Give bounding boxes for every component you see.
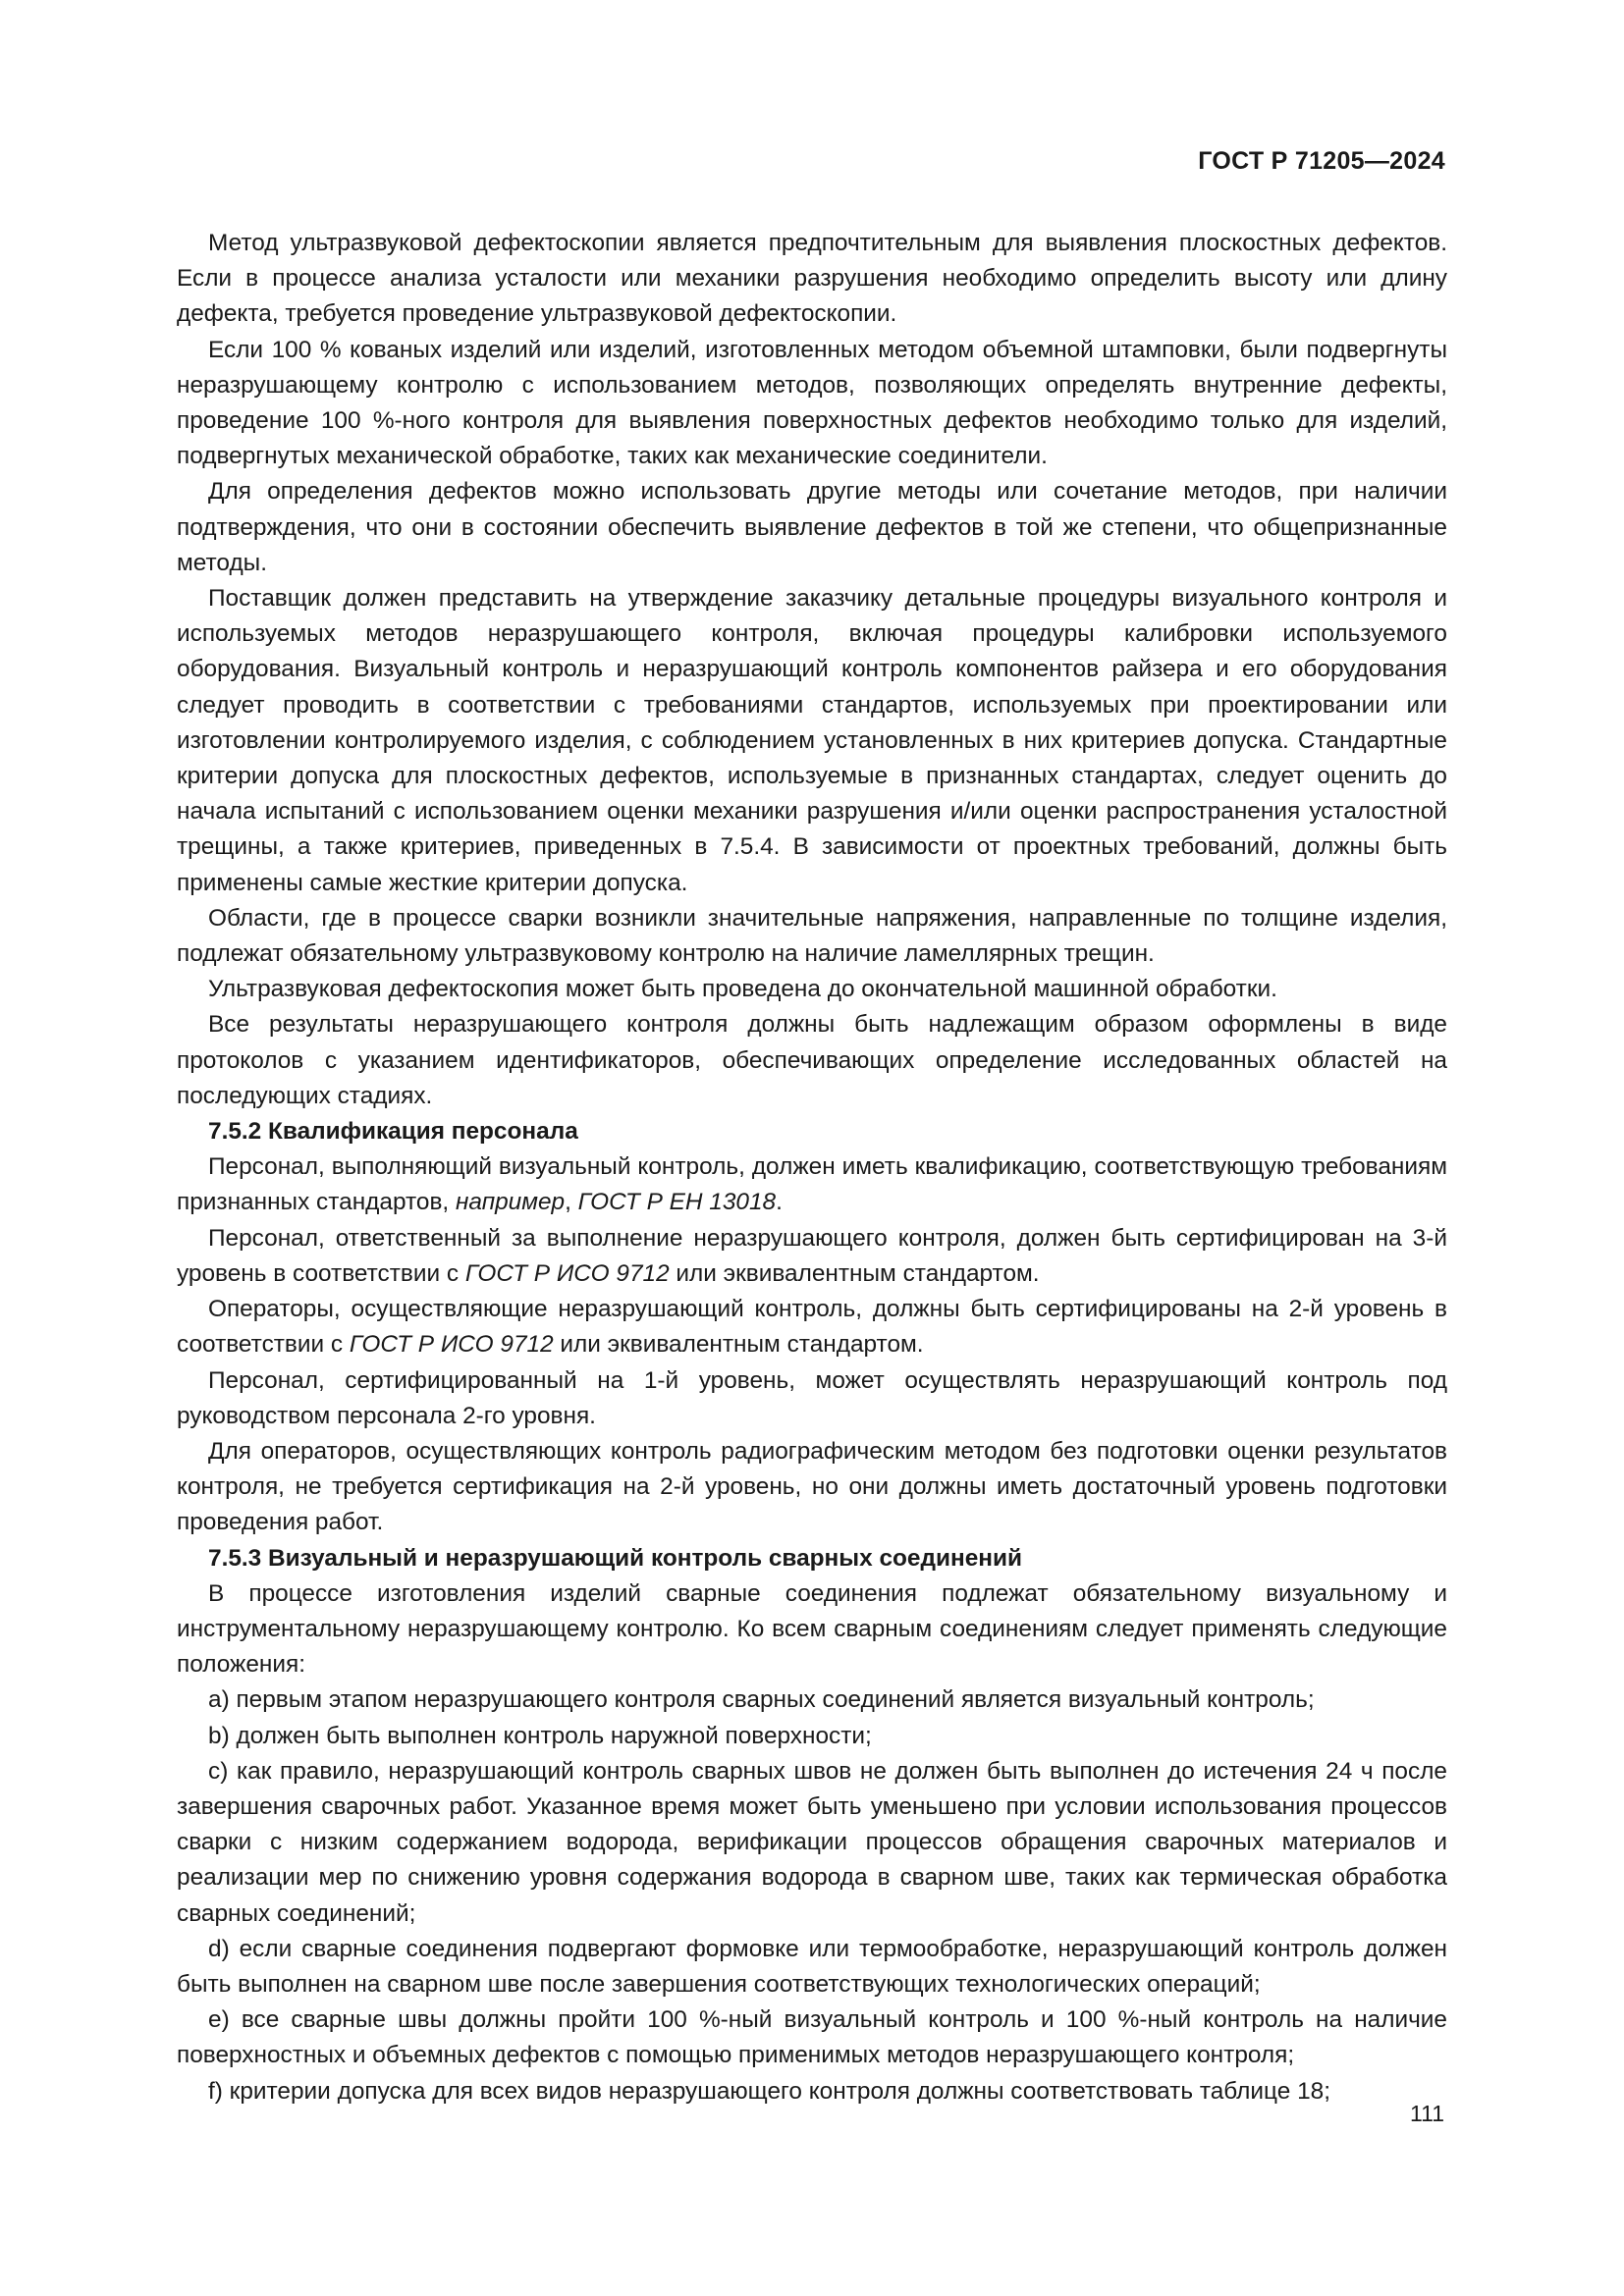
standard-reference: ГОСТ Р ЕН 13018 — [577, 1189, 777, 1216]
paragraph — [177, 1221, 1447, 1292]
text-run: , — [565, 1189, 578, 1216]
list-item-f: f) критерии допуска для всех видов неразрушающего контроля должны соответствовать таблице 18; — [208, 2077, 1330, 2105]
paragraph: Если 100 % кованых изделий или изделий, изготовленных методом объемной штамповки, были подвергнуты неразрушающему контролю с использованием методов, позволяющих определять внутренние дефекты, проведение 100 %-ного контроля для выявления поверхностных дефектов необходимо только для изделий, подвергнутых механической обработке, таких как механические соединители. — [177, 336, 1447, 470]
paragraph — [177, 1292, 1447, 1362]
standard-reference: ГОСТ Р ИСО 9712 — [464, 1259, 670, 1287]
paragraph — [177, 1149, 1447, 1220]
list-item-c: с) как правило, неразрушающий контроль сварных швов не должен быть выполнен до истечения 24 ч после завершения сварочных работ. Указанное время может быть уменьшено при условии использования процессов сварки с низким содержанием водорода, верификации процессов обращения сварочных материалов и реализации мер по снижению уровня содержания водорода в сварном шве, таких как термическая обработка сварных соединений; — [177, 1757, 1447, 1927]
text-run: Персонал, ответственный за выполнение неразрушающего контроля, должен быть сертифицирован на 3-й уровень в соответствии с — [177, 1224, 1447, 1287]
italic-text: например — [455, 1189, 566, 1216]
list-item-e: е) все сварные швы должны пройти 100 %-ный визуальный контроль и 100 %-ный контроль на наличие поверхностных и объемных дефектов с помощью применимых методов неразрушающего контроля; — [177, 2006, 1447, 2069]
paragraph: Поставщик должен представить на утверждение заказчику детальные процедуры визуального контроля и используемых методов неразрушающего контроля, включая процедуры калибровки используемого оборудования. Визуальный контроль и неразрушающий контроль компонентов райзера и его оборудования следует проводить в соответствии с требованиями стандартов, используемых при проектировании или изготовлении контролируемого изделия, с соблюдением установленных в них критериев допуска. Стандартные критерии допуска для плоскостных дефектов, используемые в признанных стандартах, следует оценить до начала испытаний с использованием оценки механики разрушения и/или оценки распространения усталостной трещины, а также критериев, приведенных в 7.5.4. В зависимости от проектных требований, должны быть применены самые жесткие критерии допуска. — [177, 585, 1447, 896]
paragraph: Области, где в процессе сварки возникли значительные напряжения, направленные по толщине изделия, подлежат обязательному ультразвуковому контролю на наличие ламеллярных трещин. — [177, 904, 1447, 968]
list-item-b: b) должен быть выполнен контроль наружной поверхности; — [208, 1722, 872, 1749]
paragraph: Метод ультразвуковой дефектоскопии является предпочтительным для выявления плоскостных дефектов. Если в процессе анализа усталости или механики разрушения необходимо определить высоту или длину дефекта, требуется проведение ультразвуковой дефектоскопии. — [177, 230, 1447, 328]
list-item-a: а) первым этапом неразрушающего контроля сварных соединений является визуальный контроль; — [208, 1686, 1315, 1714]
paragraph: Ультразвуковая дефектоскопия может быть проведена до окончательной машинной обработки. — [208, 976, 1277, 1003]
page-number: 111 — [1410, 2101, 1444, 2126]
text-run: или эквивалентным стандартом. — [553, 1331, 924, 1359]
section-heading-7-5-2: 7.5.2 Квалификация персонала — [208, 1118, 578, 1146]
document-body — [177, 226, 1447, 2109]
standard-reference: ГОСТ Р ИСО 9712 — [349, 1331, 554, 1359]
list-item-d: d) если сварные соединения подвергают формовке или термообработке, неразрушающий контроль должен быть выполнен на сварном шве после завершения соответствующих технологических операций; — [177, 1935, 1447, 1998]
paragraph: Персонал, сертифицированный на 1-й уровень, может осуществлять неразрушающий контроль под руководством персонала 2-го уровня. — [177, 1366, 1447, 1429]
paragraph: Все результаты неразрушающего контроля должны быть надлежащим образом оформлены в виде протоколов с указанием идентификаторов, обеспечивающих определение исследованных областей на последующих стадиях. — [177, 1011, 1447, 1109]
text-run: или эквивалентным стандартом. — [669, 1259, 1040, 1287]
paragraph: Для операторов, осуществляющих контроль радиографическим методом без подготовки оценки результатов контроля, не требуется сертификация на 2-й уровень, но они должны иметь достаточный уровень подготовки проведения работ. — [177, 1437, 1447, 1536]
text-run: Персонал, выполняющий визуальный контроль, должен иметь квалификацию, соответствующую требованиям признанных стандартов, — [177, 1153, 1447, 1216]
document-designation: ГОСТ Р 71205—2024 — [1198, 147, 1445, 175]
text-run: Операторы, осуществляющие неразрушающий контроль, должны быть сертифицированы на 2-й уровень в соответствии с — [177, 1296, 1447, 1359]
text-run: . — [776, 1189, 783, 1216]
section-heading-7-5-3: 7.5.3 Визуальный и неразрушающий контроль сварных соединений — [208, 1544, 1022, 1572]
paragraph: Для определения дефектов можно использовать другие методы или сочетание методов, при наличии подтверждения, что они в состоянии обеспечить выявление дефектов в той же степени, что общепризнанные методы. — [177, 478, 1447, 576]
paragraph: В процессе изготовления изделий сварные соединения подлежат обязательному визуальному и инструментальному неразрушающему контролю. Ко всем сварным соединениям следует применять следующие положения: — [177, 1579, 1447, 1679]
